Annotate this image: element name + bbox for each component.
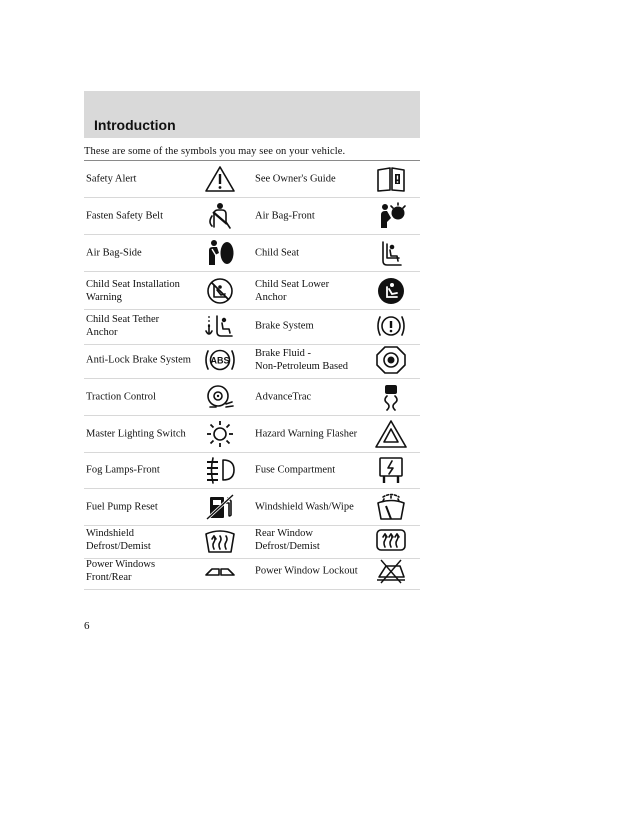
child-seat-installation-warning-icon [202, 276, 238, 306]
brake-system-icon [373, 311, 409, 341]
symbol-label: Brake Fluid - Non-Petroleum Based [255, 348, 349, 372]
symbol-row [84, 523, 420, 557]
windshield-wash-icon [373, 492, 409, 522]
symbol-row [84, 162, 420, 196]
fuel-pump-reset-icon [202, 492, 238, 522]
row-divider [84, 234, 420, 235]
symbol-label: Fog Lamps-Front [86, 464, 160, 476]
row-divider [84, 488, 420, 489]
child-seat-lower-anchor-icon [373, 276, 409, 306]
divider [84, 160, 420, 161]
brake-fluid-icon [373, 345, 409, 375]
symbol-label: See Owner's Guide [255, 173, 336, 185]
master-lighting-icon [202, 419, 238, 449]
row-divider [84, 271, 420, 272]
symbol-row [84, 343, 420, 377]
symbol-row [84, 236, 420, 270]
symbol-label: Hazard Warning Flasher [255, 428, 358, 440]
symbol-label: Anti-Lock Brake System [86, 354, 191, 366]
row-divider [84, 589, 420, 590]
symbol-row [84, 274, 420, 308]
owners-guide-icon [373, 164, 409, 194]
symbol-label: Child Seat Installation Warning [86, 279, 180, 303]
safety-alert-icon [202, 164, 238, 194]
hazard-flasher-icon [373, 419, 409, 449]
symbol-row [84, 490, 420, 524]
symbol-row [84, 380, 420, 414]
symbol-label: Power Windows Front/Rear [86, 559, 156, 583]
fuse-compartment-icon [373, 455, 409, 485]
safety-belt-icon [202, 201, 238, 231]
child-seat-tether-anchor-icon [202, 311, 238, 341]
symbol-label: Windshield Wash/Wipe [255, 501, 354, 513]
fog-lamps-icon [202, 455, 238, 485]
advancetrac-icon [373, 382, 409, 412]
symbol-label: Rear Window Defrost/Demist [255, 528, 320, 552]
symbol-row [84, 199, 420, 233]
symbol-label: Traction Control [86, 391, 156, 403]
windshield-defrost-icon [202, 525, 238, 555]
airbag-front-icon [373, 201, 409, 231]
airbag-side-icon [202, 238, 238, 268]
intro-text: These are some of the symbols you may see on your vehicle. [84, 146, 346, 157]
symbol-label: Fasten Safety Belt [86, 210, 163, 222]
row-divider [84, 197, 420, 198]
child-seat-icon [373, 238, 409, 268]
symbol-label: Child Seat Lower Anchor [255, 279, 330, 303]
symbol-label: Air Bag-Side [86, 247, 142, 259]
symbol-label: Child Seat [255, 247, 300, 259]
symbol-label: Master Lighting Switch [86, 428, 186, 440]
symbol-label: AdvanceTrac [255, 391, 312, 403]
symbol-label: Safety Alert [86, 173, 137, 185]
traction-control-icon [202, 382, 238, 412]
symbol-row [84, 554, 420, 588]
power-window-lockout-icon [373, 556, 409, 586]
symbol-label: Fuel Pump Reset [86, 501, 158, 513]
symbol-row [84, 417, 420, 451]
symbol-row [84, 453, 420, 487]
page-number: 6 [84, 620, 90, 632]
row-divider [84, 415, 420, 416]
row-divider [84, 378, 420, 379]
section-title: Introduction [94, 117, 176, 133]
power-windows-icon [202, 556, 238, 586]
symbol-label: Windshield Defrost/Demist [86, 528, 151, 552]
symbol-label: Air Bag-Front [255, 210, 315, 222]
rear-window-defrost-icon [373, 525, 409, 555]
section-header-band [84, 91, 420, 138]
symbol-label: Child Seat Tether Anchor [86, 314, 160, 338]
symbol-row [84, 309, 420, 343]
abs-icon [202, 345, 238, 375]
svg-text:ABS: ABS [210, 355, 230, 366]
symbol-label: Power Window Lockout [255, 565, 358, 577]
symbol-label: Brake System [255, 320, 314, 332]
symbol-label: Fuse Compartment [255, 464, 336, 476]
